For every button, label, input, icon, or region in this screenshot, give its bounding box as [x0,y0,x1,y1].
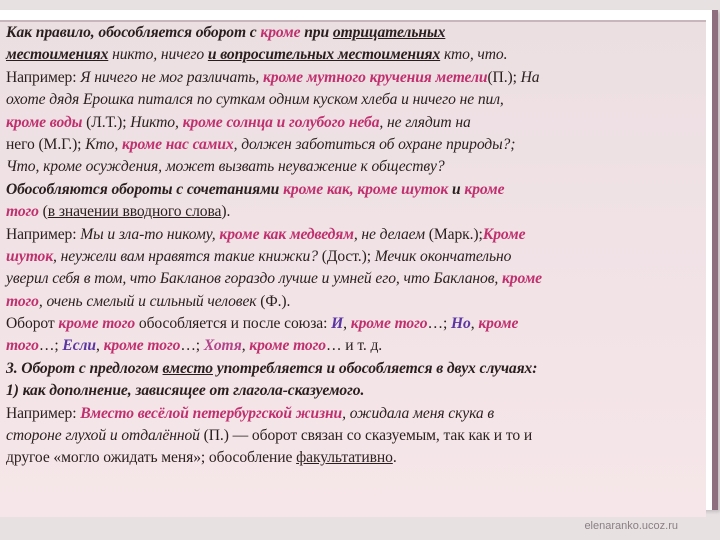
text-segment: кроме воды [6,113,83,131]
text-segment: обособляется и после союза: [135,315,332,333]
text-segment: Никто, [130,113,183,131]
text-segment: него (М.Г.); [6,135,86,153]
text-segment: уверил себя в том, что Бакланов гораздо лучше и умней его, что Бакланов, [6,270,502,288]
text-segment: , [470,315,479,333]
text-segment: кроме того [249,337,326,355]
text-segment: шуток [6,247,54,265]
text-line [6,403,706,425]
text-line [6,22,706,44]
text-segment: в значении вводного слова [47,203,222,221]
text-segment: 3. Оборот с предлогом [6,359,163,377]
text-segment: , [241,337,250,355]
text-segment: другое «могло ожидать меня»; обособление [6,449,297,467]
text-line [6,224,706,246]
text-segment: того [6,203,39,221]
text-segment: Кроме [482,225,526,243]
text-line [6,425,706,447]
text-segment: кроме [478,315,519,333]
text-line [6,179,706,201]
text-segment: того [6,337,39,355]
text-segment: кроме того [58,315,136,333]
text-segment: Я ничего не мог различать, [80,68,263,86]
text-segment: Но [450,315,471,333]
text-segment: …; [38,337,63,355]
text-segment: кроме [502,270,543,288]
text-line [6,358,706,380]
text-segment: Кто, [85,135,122,153]
text-line [6,268,706,290]
text-segment: Мы и зла-то никому, [80,225,220,243]
text-segment: кроме как, кроме шуток [283,180,449,198]
text-segment: , [343,315,351,333]
text-segment: Мечик окончательно [374,247,512,265]
text-line [6,67,706,89]
text-segment: , очень смелый и сильный человек [38,292,257,310]
text-segment: (П.); [487,68,521,86]
text-line [6,44,706,66]
text-segment: , ожидала меня скука в [342,404,495,422]
text-line [6,447,706,469]
text-segment: , не делаем [353,225,425,243]
text-line [6,134,706,156]
text-segment: Например: [6,225,81,243]
text-segment: И [331,315,344,333]
text-segment: никто, ничего [108,46,208,64]
text-line [6,335,706,357]
text-segment: стороне глухой и отдалённой [6,427,200,445]
text-segment: ( [38,203,48,221]
text-segment: Оборот [6,315,59,333]
text-segment: На [520,68,540,86]
text-segment: отрицательных [332,24,446,41]
text-segment: того [6,292,39,310]
text-segment: , не глядит на [379,113,471,131]
text-segment: и вопросительных местоимениях [207,46,441,64]
text-line [6,89,706,111]
text-segment: Хотя [203,337,242,355]
text-segment: охоте дядя Ерошка питался по суткам одним куском хлеба и ничего не пил, [6,91,504,109]
text-segment: (П.) — оборот связан со сказуемым, так как и то и [199,427,533,445]
text-segment: кроме того [103,337,181,355]
text-segment: Что, кроме осуждения, может вызвать неуважение к обществу? [6,158,445,176]
text-segment: Вместо весёлой петербургской жизни [80,404,343,422]
text-segment: кто, что. [440,46,508,64]
text-segment: (Марк.); [424,225,483,243]
text-segment: вместо [162,359,213,377]
slide-text [6,22,706,470]
text-segment: и [448,180,465,198]
text-line [6,156,706,178]
text-line [6,291,706,313]
text-segment: (Дост.); [317,247,375,265]
text-line [6,313,706,335]
text-segment: кроме того [350,315,428,333]
text-segment: …; [427,315,451,333]
text-segment: кроме [464,180,505,198]
text-segment: ). [221,203,231,221]
text-segment: Если [62,337,97,355]
text-segment: (Л.Т.); [82,113,131,131]
watermark-url: elenaranko.ucoz.ru [584,520,678,532]
text-segment: . [392,449,397,467]
text-segment: кроме мутного кручения метели [262,68,488,86]
text-segment: … и т. д. [325,337,383,355]
text-segment: , должен заботиться об охране природы?; [233,135,516,153]
text-segment: , неужели вам нравятся такие книжки? [53,247,318,265]
text-line [6,246,706,268]
text-segment: кроме нас самих [121,135,234,153]
text-line [6,112,706,134]
text-segment: факультативно [296,449,393,467]
text-segment: кроме как медведям [219,225,354,243]
text-line [6,201,706,223]
text-segment: (Ф.). [256,292,291,310]
text-segment: кроме солнца и голубого неба [182,113,380,131]
text-segment: Как правило, обособляется оборот с [6,24,261,41]
text-segment: кроме [260,24,301,41]
text-segment: 1) как дополнение, зависящее от глагола-сказуемого. [6,382,365,400]
text-line [6,380,706,402]
text-segment: Например: [6,404,81,422]
text-segment: Обособляются обороты с сочетаниями [6,180,284,198]
text-segment: употребляется и обособляется в двух случаях: [212,359,538,377]
text-segment: местоимениях [6,46,109,64]
text-segment: при [300,24,333,41]
text-segment: …; [180,337,204,355]
text-segment: , [96,337,104,355]
text-segment: Например: [6,68,81,86]
